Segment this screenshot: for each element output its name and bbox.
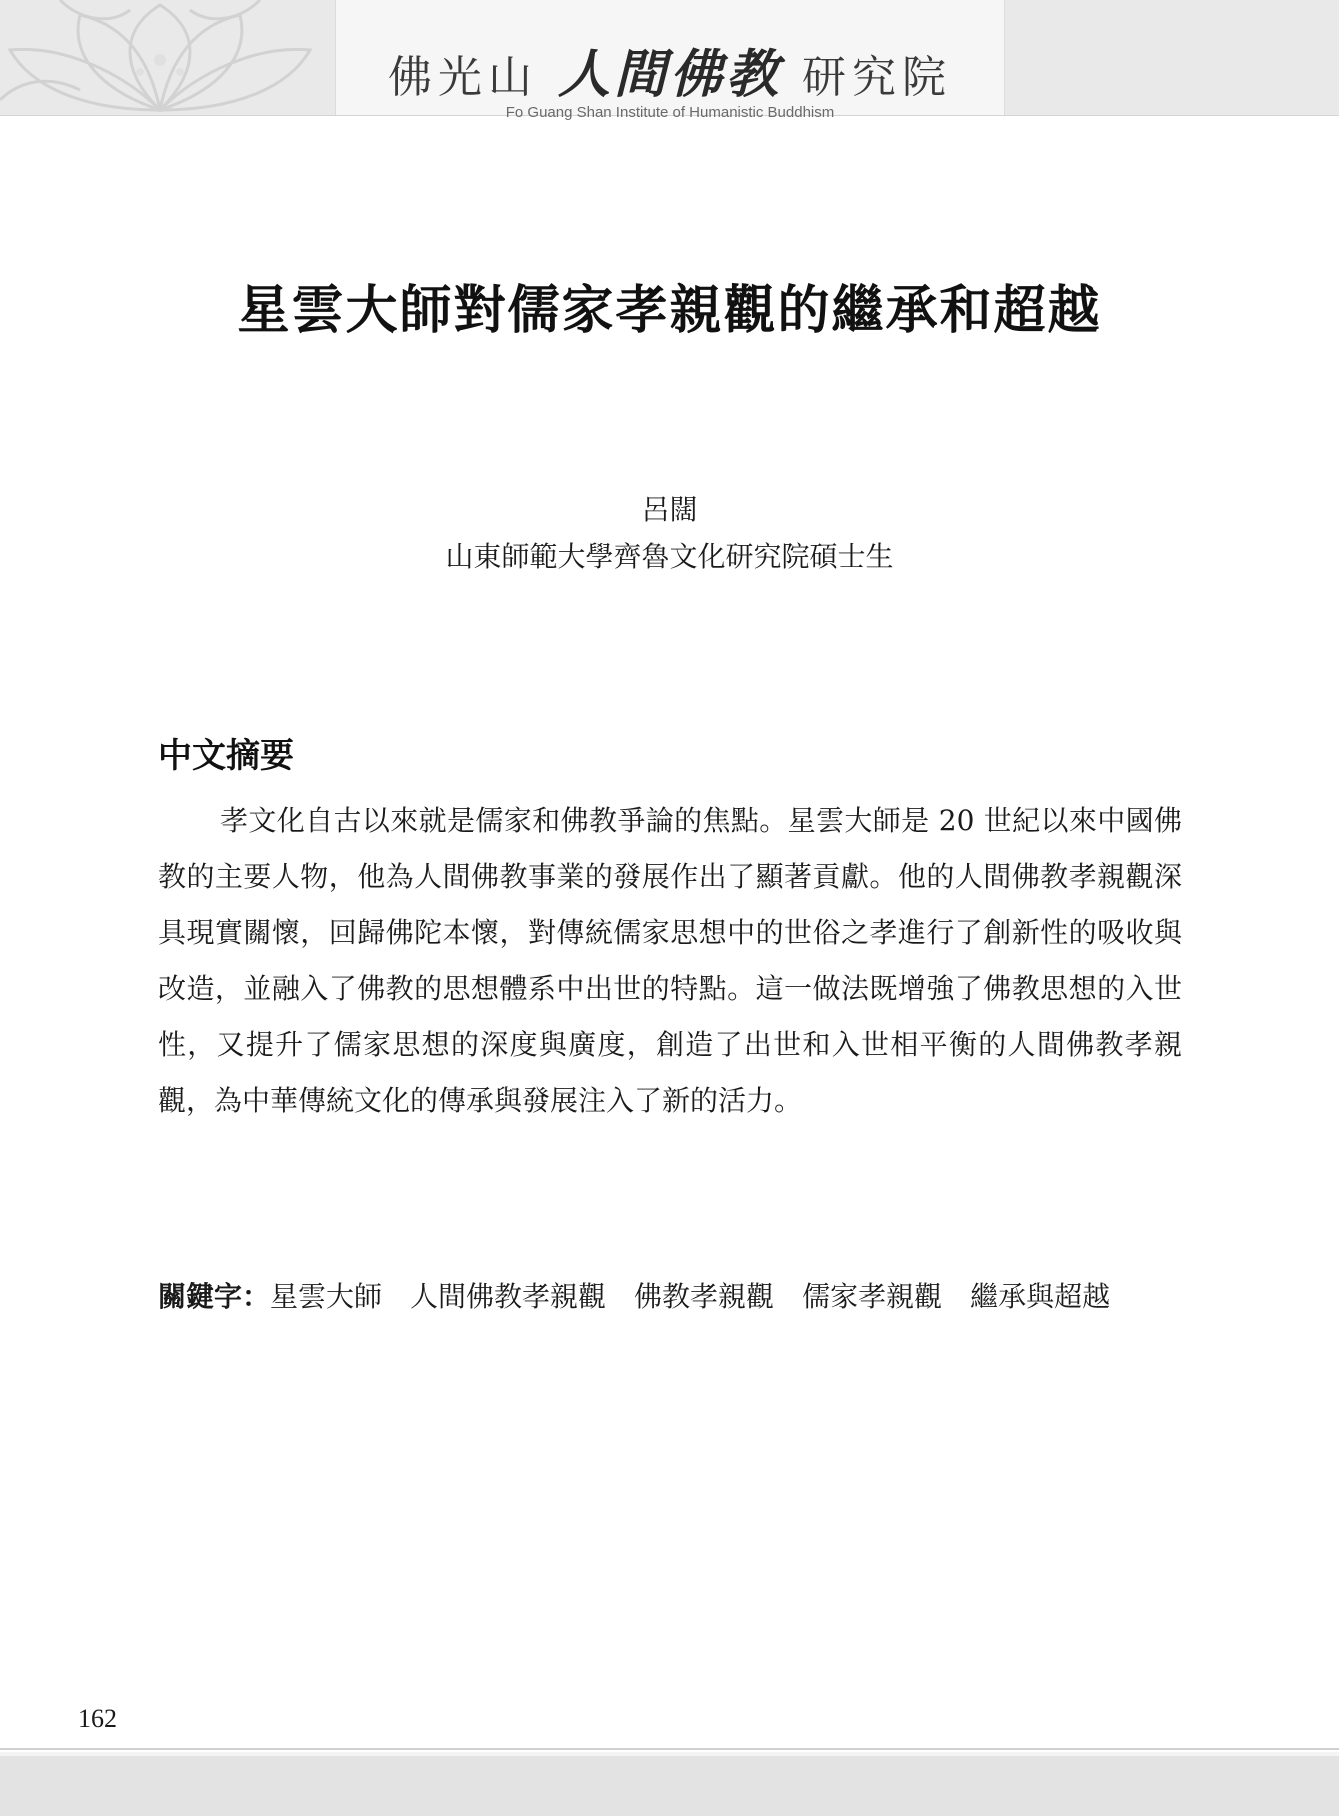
institute-logo [335,0,1005,121]
logo-brush-text: 人間佛教 [557,44,782,105]
page-header [0,0,1339,121]
lotus-icon [0,0,320,115]
keywords [158,1275,1188,1315]
keyword-item: 人間佛教孝親觀 [410,1280,607,1313]
author-name: 呂闊 [641,493,698,526]
logo-right-text: 研究院 [802,52,952,103]
keyword-item: 星雲大師 [270,1280,383,1313]
logo-subtitle: Fo Guang Shan Institute of Humanistic Buddhism [505,104,835,121]
author-affiliation: 山東師範大學齊魯文化研究院碩士生 [445,540,894,573]
keywords-label: 關鍵字： [158,1280,271,1313]
keyword-item: 儒家孝親觀 [802,1280,943,1313]
page-number: 162 [78,1704,117,1733]
abstract-body: 孝文化自古以來就是儒家和佛教爭論的焦點。星雲大師是 20 世紀以來中國佛教的主要人物，他為人間佛教事業的發展作出了顯著貢獻。他的人間佛教孝親觀深具現實關懷，回歸佛陀本懷，對傳統儒家思想中的世俗之孝進行了創新性的吸收與改造，並融入了佛教的思想體系中出世的特點。這一做法既增強了佛教思想的入世性，又提升了儒家思想的深度與廣度，創造了出世和入世相平衡的人間佛教孝親觀，為中華傳統文化的傳承與發展注入了新的活力。 [158,804,1182,1117]
footer-divider [0,1748,1339,1750]
keyword-item: 佛教孝親觀 [634,1280,775,1313]
logo-left-text: 佛光山 [387,52,538,103]
abstract-heading: 中文摘要 [158,736,294,776]
paper-title: 星雲大師對儒家孝親觀的繼承和超越 [237,280,1102,341]
keyword-item: 繼承與超越 [970,1280,1111,1313]
logo-title [336,32,1004,107]
page-footer [0,1752,1339,1816]
